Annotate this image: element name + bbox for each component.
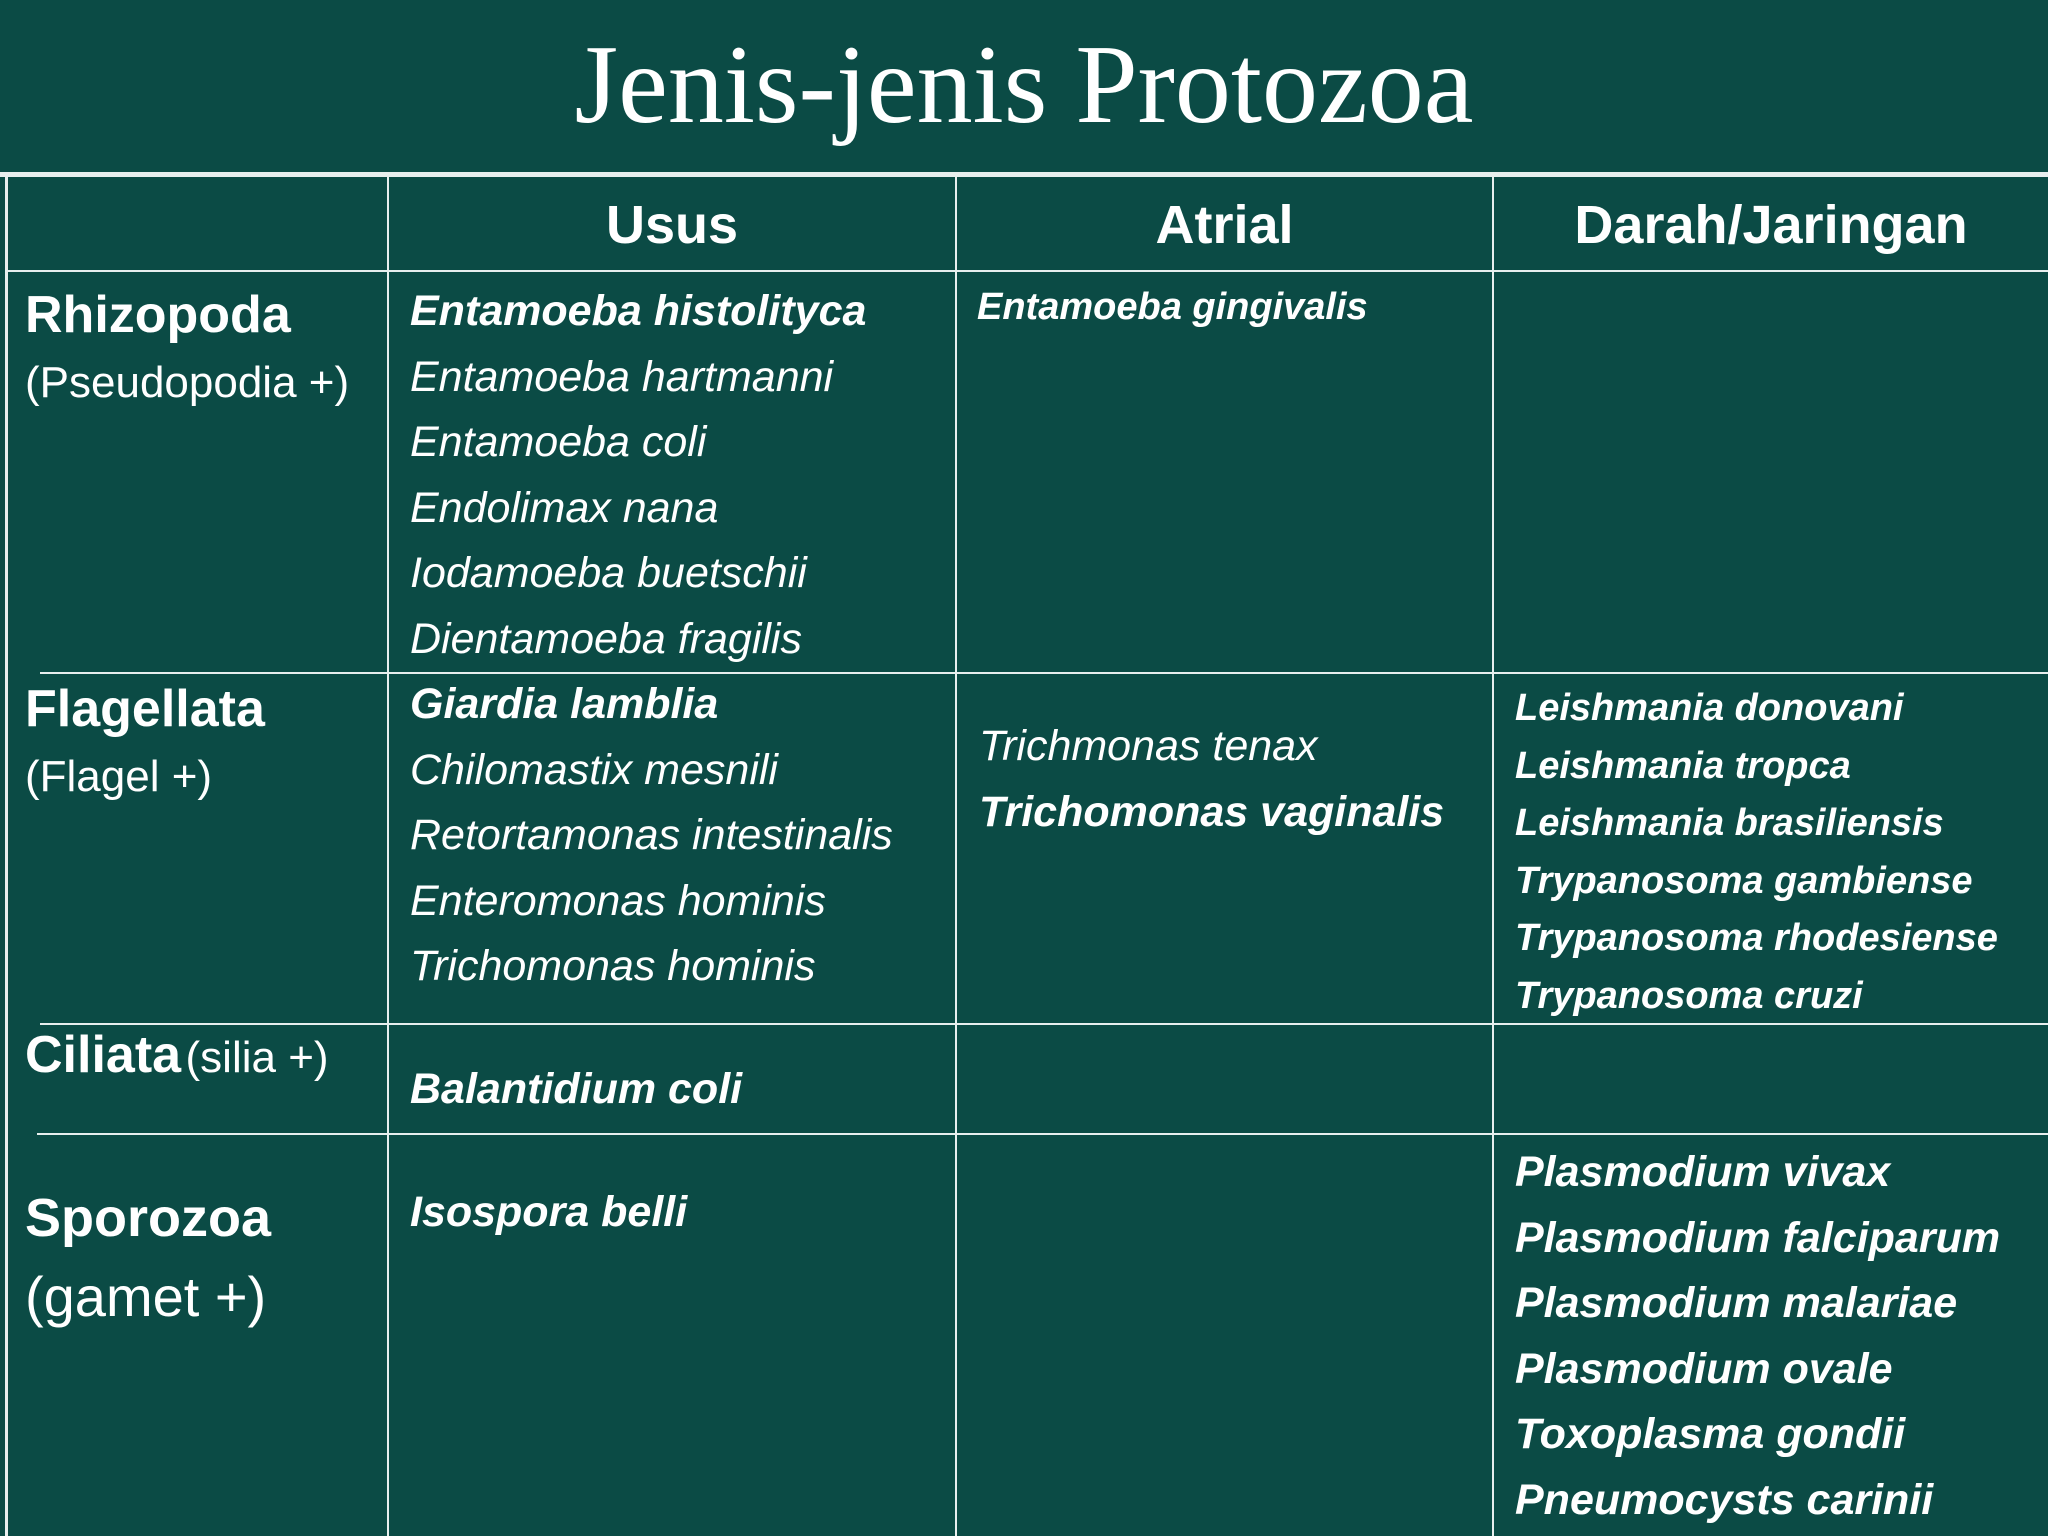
page-title: Jenis-jenis Protozoa: [574, 23, 1474, 147]
list-item: Entamoeba histolityca: [410, 287, 867, 335]
sporozoa-darah-list: [1515, 1140, 2000, 1533]
category-name: Sporozoa: [25, 1188, 272, 1248]
rhizopoda-atrial-list: [977, 279, 1368, 337]
table-border-top: [0, 172, 2048, 177]
list-item: Trichmonas tenax: [979, 722, 1318, 770]
header-usus: Usus: [605, 195, 739, 255]
header-atrial: Atrial: [1155, 195, 1294, 255]
list-item: Retortamonas intestinalis: [410, 811, 893, 859]
list-item: Entamoeba hartmanni: [410, 352, 834, 401]
list-item: Entamoeba coli: [410, 418, 707, 466]
col-divider-3: [1492, 177, 1494, 1536]
header-darah-jaringan: Darah/Jaringan: [1574, 195, 1968, 255]
list-item: Plasmodium falciparum: [1515, 1213, 2001, 1262]
list-item: Leishmania donovani: [1515, 687, 1904, 729]
list-item: Chilomastix mesnili: [410, 745, 778, 794]
list-item: Toxoplasma gondii: [1515, 1410, 1906, 1458]
list-item: Iodamoeba buetschii: [410, 549, 807, 597]
category-name: Flagellata: [25, 680, 265, 738]
category-sporozoa: [25, 1186, 271, 1334]
list-item: Pneumocysts carinii: [1515, 1475, 1934, 1524]
list-item: Trichomonas hominis: [410, 942, 816, 990]
list-item: Trichomonas vaginalis: [979, 787, 1445, 836]
category-rhizopoda: [25, 284, 349, 412]
row-divider-3: [37, 1133, 2048, 1135]
list-item: Entamoeba gingivalis: [977, 286, 1368, 328]
list-item: Trypanosoma rhodesiense: [1515, 917, 1998, 959]
list-item: Leishmania tropca: [1515, 744, 1851, 787]
flagellata-darah-list: [1515, 680, 1998, 1025]
list-item: Endolimax nana: [410, 483, 719, 532]
list-item: Leishmania brasiliensis: [1515, 802, 1944, 844]
col-divider-2: [955, 177, 957, 1536]
list-item: Isospora belli: [410, 1188, 688, 1236]
list-item: Giardia lamblia: [410, 680, 719, 728]
category-sub: (Flagel +): [25, 752, 213, 802]
list-item: Trypanosoma gambiense: [1515, 859, 1973, 902]
category-flagellata: [25, 678, 265, 806]
list-item: Enteromonas hominis: [410, 876, 826, 925]
col-divider-1: [387, 177, 389, 1536]
category-sub: (silia +): [185, 1033, 329, 1082]
list-item: Plasmodium vivax: [1515, 1148, 1891, 1196]
table-border-left: [5, 177, 8, 1536]
list-item: Plasmodium ovale: [1515, 1344, 1893, 1393]
category-sub: (Pseudopodia +): [25, 358, 350, 408]
list-item: Trypanosoma cruzi: [1515, 974, 1863, 1017]
sporozoa-usus-list: [410, 1180, 687, 1246]
rhizopoda-usus-list: [410, 279, 866, 672]
list-item: Balantidium coli: [410, 1065, 743, 1113]
flagellata-atrial-list: [979, 714, 1444, 845]
row-divider-1: [40, 672, 2048, 674]
category-sub: (gamet +): [25, 1264, 267, 1328]
category-name: Rhizopoda: [25, 286, 291, 344]
list-item: Plasmodium malariae: [1515, 1279, 1958, 1327]
category-name: Ciliata: [25, 1026, 182, 1084]
category-ciliata: [25, 1024, 329, 1086]
ciliata-usus-list: [410, 1057, 742, 1123]
list-item: Dientamoeba fragilis: [410, 614, 802, 663]
header-divider: [5, 270, 2048, 272]
flagellata-usus-list: [410, 672, 893, 1000]
